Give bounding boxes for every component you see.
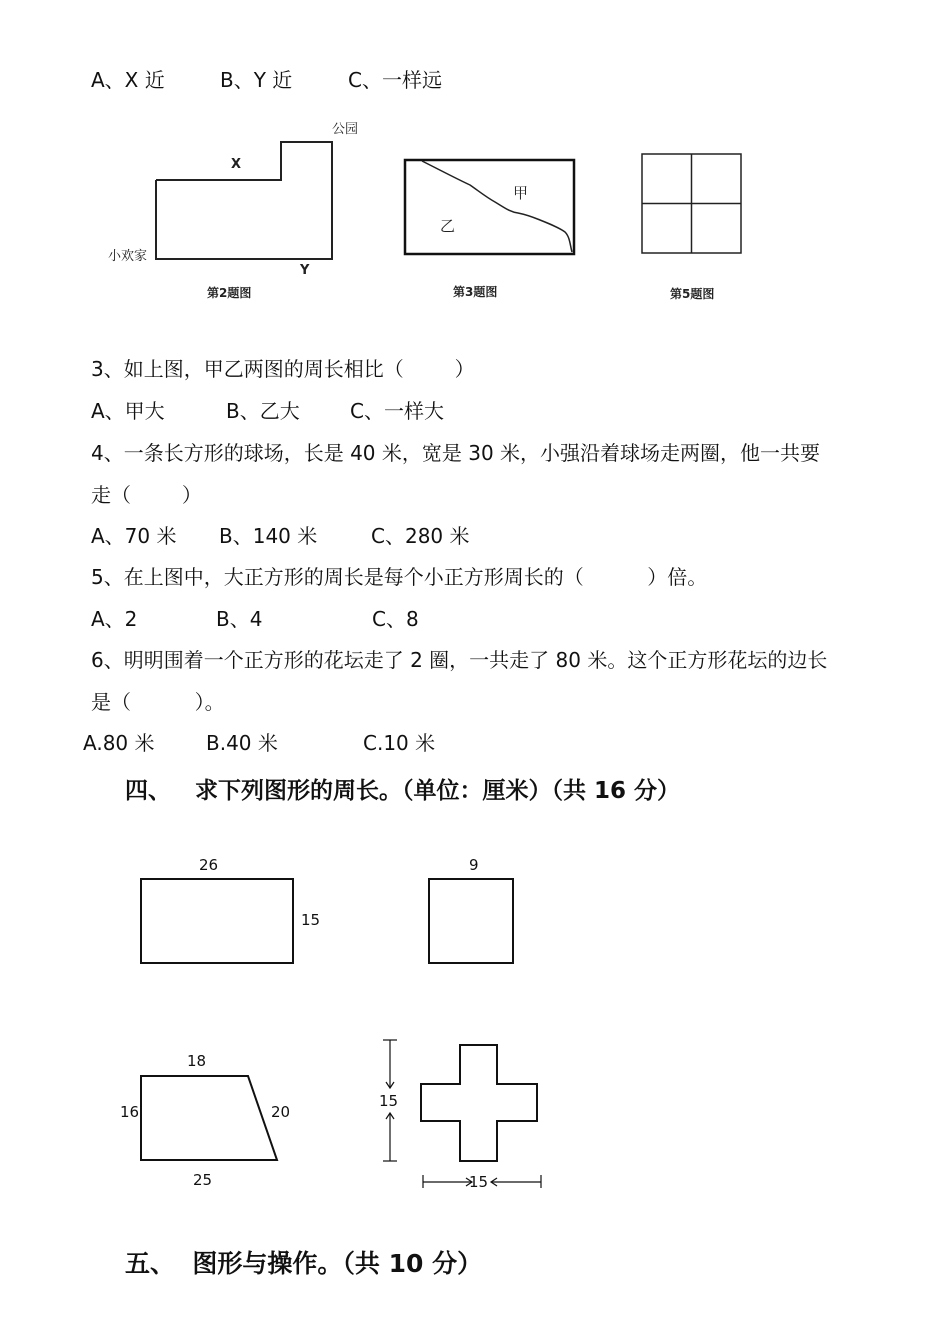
square-label-top: 9 [469,856,479,874]
q4-text-line2: 走（ ） [91,483,202,507]
figure-3-divided-rectangle [400,150,600,350]
section4-rectangle-figure [130,850,330,970]
fig3-label-yi: 乙 [440,217,456,235]
q3-text: 3、如上图，甲乙两图的周长相比（ ） [91,357,475,381]
q3-option-a: A、甲大 [91,399,165,423]
q5-option-c: C、8 [372,607,419,631]
cross-label-height: 15 [379,1092,399,1110]
q2-option-a: A、X 近 [91,68,165,92]
rect-label-top: 26 [199,856,219,874]
q2-option-b: B、Y 近 [220,68,293,92]
q6-option-c: C.10 米 [363,731,436,755]
section-4-heading: 四、 求下列图形的周长。（单位：厘米）（共 16 分） [125,778,681,804]
fig2-label-y: Y [300,263,310,278]
q4-option-a: A、70 米 [91,524,177,548]
q5-text: 5、在上图中，大正方形的周长是每个小正方形周长的（ ）倍。 [91,565,708,589]
rect-label-side: 15 [301,911,321,929]
q3-option-b: B、乙大 [226,399,300,423]
fig5-caption: 第5题图 [670,287,715,301]
q6-text-line2: 是（ ）。 [91,690,225,714]
section-5-heading: 五、 图形与操作。（共 10 分） [125,1249,483,1278]
section4-square-figure [420,850,540,970]
cross-label-width: 15 [469,1173,489,1191]
q2-option-c: C、一样远 [348,68,442,92]
q4-option-b: B、140 米 [219,524,318,548]
fig3-caption: 第3题图 [453,285,498,299]
fig2-label-home: 小欢家 [108,249,148,264]
fig3-label-jia: 甲 [513,184,529,202]
fig2-label-x: X [231,157,242,172]
fig2-label-park: 公园 [332,122,359,137]
trapezoid-label-left: 16 [120,1103,140,1121]
section4-cross-figure [370,1035,570,1195]
trapezoid-label-bottom: 25 [193,1171,213,1189]
section4-trapezoid-figure [110,1045,310,1195]
figure-2-route-diagram [100,110,370,310]
q6-option-b: B.40 米 [206,731,278,755]
q4-text-line1: 4、一条长方形的球场，长是 40 米，宽是 30 米，小强沿着球场走两圈，他一共要 [91,441,821,465]
q6-option-a: A.80 米 [83,731,155,755]
q5-option-a: A、2 [91,607,138,631]
q3-option-c: C、一样大 [350,399,444,423]
q4-option-c: C、280 米 [371,524,470,548]
trapezoid-label-right: 20 [271,1103,291,1121]
figure-5-square-grid [630,150,780,350]
q6-text-line1: 6、明明围着一个正方形的花坛走了 2 圈，一共走了 80 米。这个正方形花坛的边长 [91,648,828,672]
q5-option-b: B、4 [216,607,263,631]
fig2-caption: 第2题图 [207,286,252,300]
trapezoid-label-top: 18 [187,1052,207,1070]
